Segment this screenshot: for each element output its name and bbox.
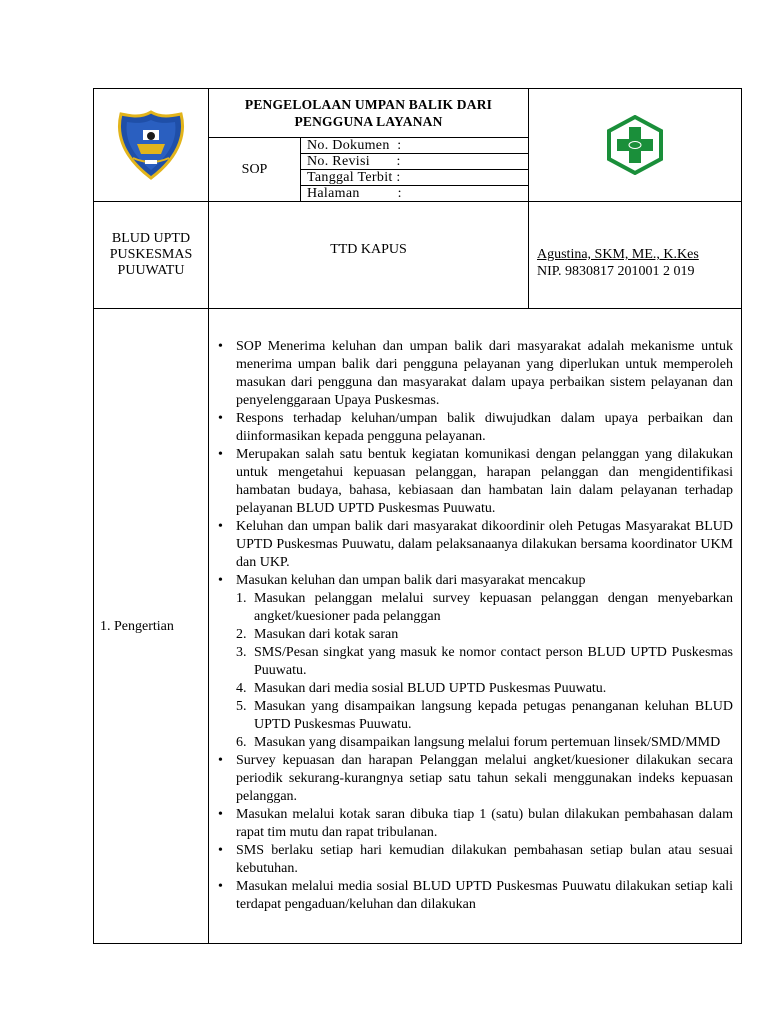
document-title [209,89,529,138]
list-item: • SMS berlaku setiap hari kemudian dilakukan pembahasan setiap bulan atau sesuai kebutuhan. [218,843,733,876]
section-content [209,309,742,944]
cross-cell [529,89,742,202]
section-label: 1. Pengertian [94,309,209,944]
list-item: • Keluhan dan umpan balik dari masyarakat dikoordinir oleh Petugas Masyarakat BLUD UPTD Puskesmas Puuwatu, dalam pelaksanaanya dilakukan bersama koordinator UKM dan UKP. [218,519,733,570]
list-item: • Survey kepuasan dan harapan Pelanggan melalui angket/kuesioner dilakukan secara periodik sekurang-kurangnya setiap satu tahun sekali menggunakan indeks kepuasan pelanggan. [218,753,733,804]
meta-tanggal-terbit: Tanggal Terbit : [301,170,529,186]
signatory-name: Agustina, SKM, ME., K.Kes [537,247,699,262]
unit-line-1: BLUD UPTD [111,231,191,246]
list-item: • SOP Menerima keluhan dan umpan balik dari masyarakat adalah mekanisme untuk menerima umpan balik dari pengguna pelayanan yang diperlukan untuk memperoleh masukan dari pengguna dan masyarakat dalam upaya perbaikan sistem pelayanan dan penyelenggaraan Upaya Puskesmas. [218,339,733,408]
meta-no-revisi: No. Revisi : [301,154,529,170]
numbered-item: 1. Masukan pelanggan melalui survey kepuasan pelanggan dengan menyebarkan angket/kuesioner pada pelanggan [236,591,733,624]
signatory-nip: NIP. 9830817 201001 2 019 [537,264,695,279]
numbered-list [236,590,733,752]
ttd-kapus: TTD KAPUS [209,202,529,309]
numbered-item: 5. Masukan yang disampaikan langsung kepada petugas penanganan keluhan BLUD UPTD Puskesmas Puuwatu. [236,699,733,732]
signatory [529,202,742,309]
list-item: • Respons terhadap keluhan/umpan balik diwujudkan dalam upaya perbaikan dan diinformasikan kepada pengguna pelayanan. [218,411,733,444]
list-item: • Masukan keluhan dan umpan balik dari masyarakat mencakup 1. Masukan pelanggan melalui survey kepuasan pelanggan dengan menyebarkan angket/kuesioner pada pelanggan 2. Masukan dari kotak saran 3. SMS/Pesan singkat yang masuk ke nomor contact person BLUD UPTD Puskesmas Puuwatu. 4. Masukan dari media sosial BLUD UPTD Puskesmas Puuwatu. 5. Masukan yang disampaikan langsung kepada petugas penanganan keluhan BLUD UPTD Puskesmas Puuwatu. 6. Masukan yang disampaikan langsung melalui forum pertemuan linsek/SMD/MMD [218,573,733,750]
numbered-item: 4. Masukan dari media sosial BLUD UPTD Puskesmas Puuwatu. [236,681,607,696]
crest-cell [94,89,209,202]
title-line-2: PENGGUNA LAYANAN [294,114,443,129]
sop-document [93,88,741,944]
unit-line-3: PUUWATU [117,263,185,278]
list-item: • Merupakan salah satu bentuk kegiatan komunikasi dengan pelanggan yang dilakukan untuk mengetahui kepuasan pelanggan, harapan pelanggan dan mengidentifikasi hambatan budaya, bahasa, kebiasaan dan hambatan lain dalam pelayanan terhadap pelayanan BLUD UPTD Puskesmas Puuwatu. [218,447,733,516]
bullet-list [215,338,733,914]
header-table [93,88,742,944]
unit-name [94,202,209,309]
numbered-item: 3. SMS/Pesan singkat yang masuk ke nomor contact person BLUD UPTD Puskesmas Puuwatu. [236,645,733,678]
numbered-item: 6. Masukan yang disampaikan langsung melalui forum pertemuan linsek/SMD/MMD [236,735,721,750]
meta-halaman: Halaman : [301,186,529,202]
title-line-1: PENGELOLAAN UMPAN BALIK DARI [244,97,493,112]
meta-no-dokumen: No. Dokumen : [301,138,529,154]
sop-label: SOP [209,138,301,202]
unit-line-2: PUSKESMAS [109,247,193,262]
list-item: • Masukan melalui kotak saran dibuka tiap 1 (satu) bulan dilakukan pembahasan dalam rapat tim mutu dan rapat tribulanan. [218,807,733,840]
puskesmas-cross-icon [605,115,665,175]
regional-crest-icon [115,110,187,180]
numbered-item: 2. Masukan dari kotak saran [236,627,399,642]
list-item: • Masukan melalui media sosial BLUD UPTD Puskesmas Puuwatu dilakukan setiap kali terdapat pengaduan/keluhan dan dilakukan [218,879,733,912]
